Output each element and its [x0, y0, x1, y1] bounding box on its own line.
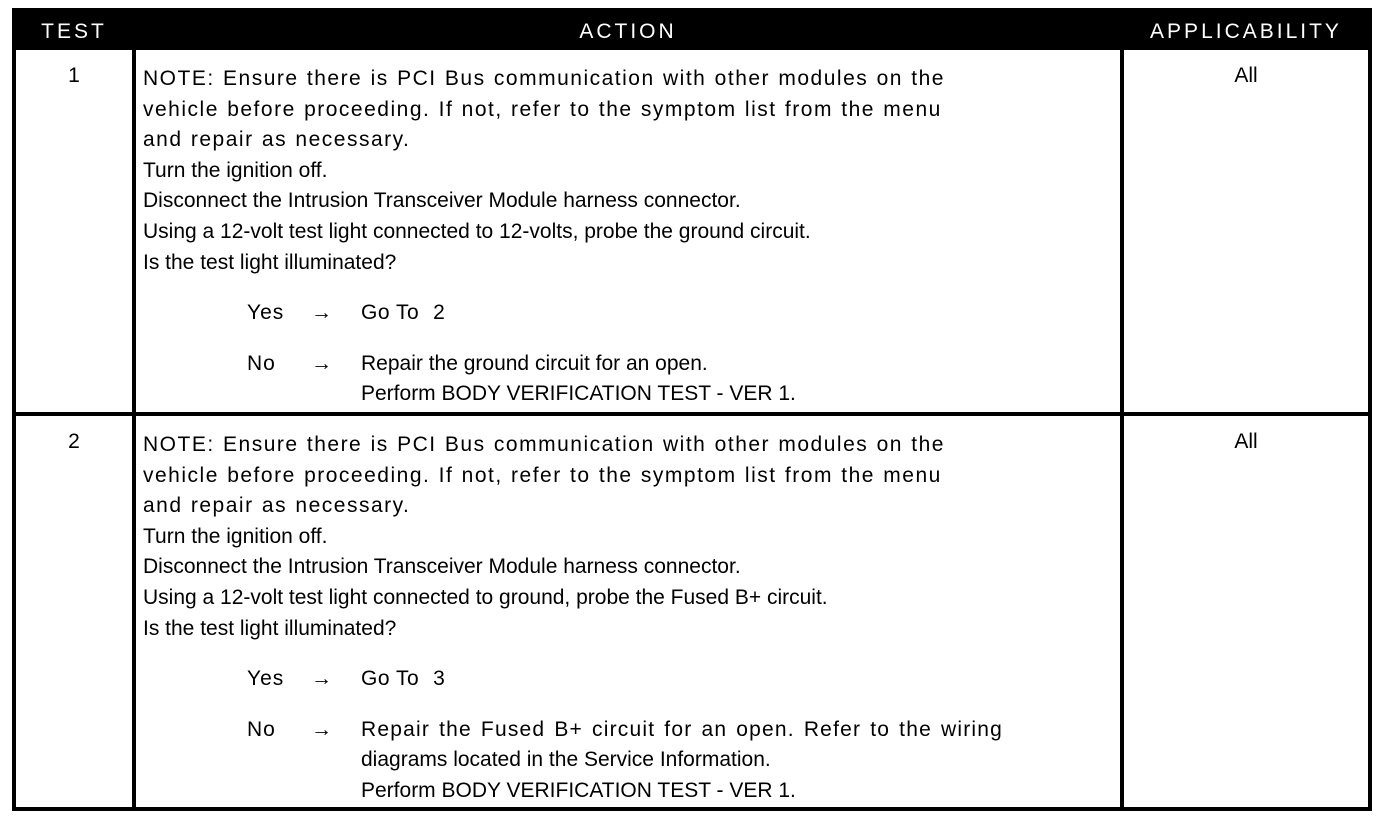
action-line: vehicle before proceeding. If not, refer to the symptom list from the menu [143, 463, 942, 487]
no-instruction-line: Repair the Fused B+ circuit for an open. Refer to the wiring [361, 717, 1004, 741]
action-line: Disconnect the Intrusion Transceiver Module harness connector. [143, 555, 741, 579]
no-label: No [247, 351, 276, 375]
goto-instruction [361, 298, 1115, 329]
no-instruction-line: diagrams located in the Service Information. [361, 748, 771, 772]
yes-answer [143, 298, 1115, 329]
header-applicability: APPLICABILITY [1150, 20, 1342, 43]
diagnostic-table [12, 8, 1372, 811]
header-test: TEST [41, 20, 107, 43]
arrow-right-icon: → [311, 301, 332, 325]
action-line: Is the test light illuminated? [143, 616, 397, 640]
table-row [16, 416, 1368, 811]
no-answer [143, 715, 1115, 807]
yes-answer [143, 664, 1115, 695]
goto-number: 3 [433, 667, 446, 691]
action-cell [143, 64, 1115, 410]
yes-label: Yes [247, 301, 285, 325]
no-instruction-line: Repair the ground circuit for an open. [361, 351, 708, 375]
goto-label: Go To [361, 667, 420, 691]
action-line: and repair as necessary. [143, 494, 411, 518]
test-number: 1 [68, 64, 80, 87]
action-line: Turn the ignition off. [143, 158, 328, 182]
goto-number: 2 [433, 301, 446, 325]
test-number: 2 [68, 430, 80, 453]
goto-label: Go To [361, 301, 420, 325]
no-instruction-line: Perform BODY VERIFICATION TEST - VER 1. [361, 778, 796, 802]
applicability-value: All [1234, 430, 1258, 453]
applicability-value: All [1234, 64, 1258, 87]
table-row [16, 50, 1368, 412]
action-line: Using a 12-volt test light connected to ground, probe the Fused B+ circuit. [143, 585, 828, 609]
action-line: NOTE: Ensure there is PCI Bus communication with other modules on the [143, 433, 945, 456]
action-line: Using a 12-volt test light connected to 12-volts, probe the ground circuit. [143, 219, 811, 243]
action-line: vehicle before proceeding. If not, refer to the symptom list from the menu [143, 97, 942, 121]
yes-label: Yes [247, 667, 285, 691]
action-line: Is the test light illuminated? [143, 250, 397, 274]
arrow-right-icon: → [311, 351, 332, 375]
no-label: No [247, 717, 276, 741]
header-action: ACTION [579, 20, 677, 43]
table-header [16, 12, 1368, 50]
action-line: Disconnect the Intrusion Transceiver Module harness connector. [143, 189, 741, 213]
action-cell [143, 430, 1115, 807]
no-instruction-line: Perform BODY VERIFICATION TEST - VER 1. [361, 382, 796, 406]
arrow-right-icon: → [311, 717, 332, 741]
action-line: Turn the ignition off. [143, 524, 328, 548]
arrow-right-icon: → [311, 667, 332, 691]
action-line: and repair as necessary. [143, 128, 411, 152]
goto-instruction [361, 664, 1115, 695]
action-line: NOTE: Ensure there is PCI Bus communication with other modules on the [143, 67, 945, 90]
no-answer [143, 349, 1115, 410]
